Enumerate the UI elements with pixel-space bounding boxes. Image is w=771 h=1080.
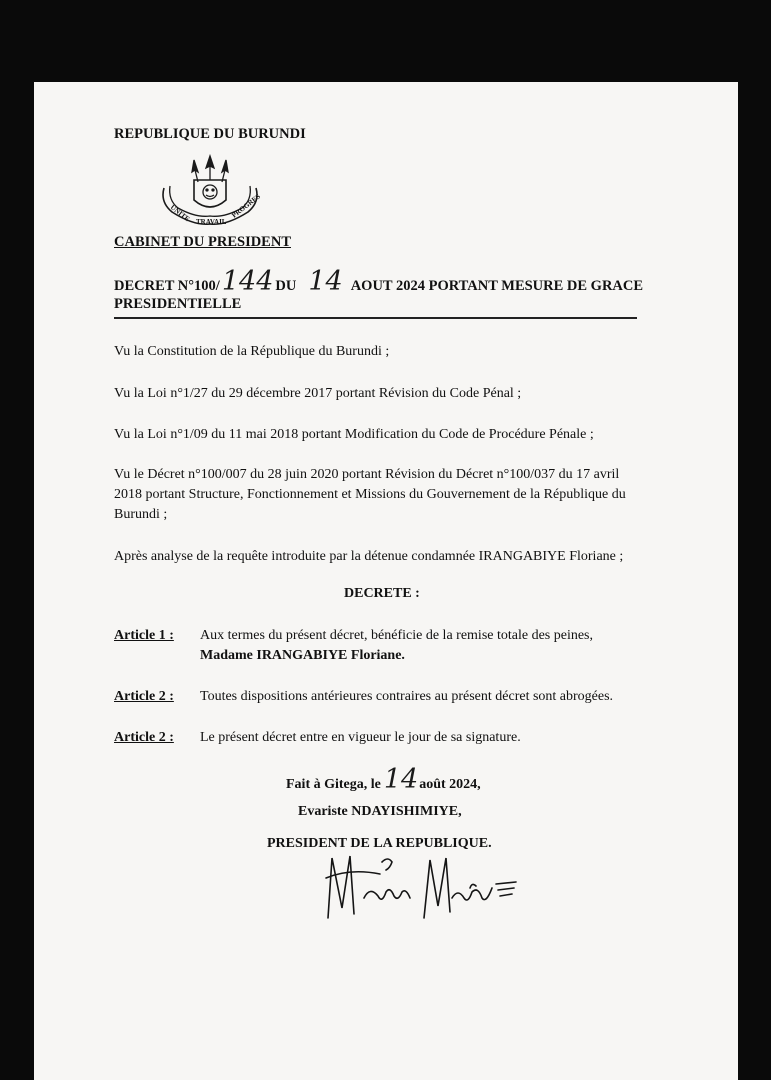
vu-constitution: Vu la Constitution de la République du Burundi ;: [114, 344, 390, 359]
vu-decret-line1: Vu le Décret n°100/007 du 28 juin 2020 portant Révision du Décret n°100/037 du 17 avril: [114, 467, 620, 482]
title-du: DU: [275, 278, 297, 294]
article-1-label: Article 1 :: [114, 628, 174, 643]
decree-title-line2: PRESIDENTIELLE: [114, 296, 242, 312]
president-signature: [320, 848, 520, 928]
vu-procedure-penale: Vu la Loi n°1/09 du 11 mai 2018 portant Modification du Code de Procédure Pénale ;: [114, 427, 594, 442]
article-2-text: Toutes dispositions antérieures contraires au présent décret sont abrogées.: [200, 689, 614, 704]
article-3-label: Article 2 :: [114, 730, 174, 745]
president-title: PRESIDENT DE LA REPUBLIQUE.: [267, 836, 492, 851]
article-3-text: Le présent décret entre en vigueur le jour de sa signature.: [200, 730, 521, 745]
motto-center: TRAVAIL: [196, 218, 227, 226]
apres-analyse: Après analyse de la requête introduite par la détenue condamnée IRANGABIYE Floriane ;: [114, 549, 624, 564]
title-rest: AOUT 2024 PORTANT MESURE DE GRACE: [350, 278, 644, 294]
article-2-label: Article 2 :: [114, 689, 174, 704]
vu-decret-line2: 2018 portant Structure, Fonctionnement et Missions du Gouvernement de la République du: [114, 487, 626, 502]
vu-code-penal: Vu la Loi n°1/27 du 29 décembre 2017 portant Révision du Code Pénal ;: [114, 386, 522, 401]
handwritten-decree-number: 144: [221, 266, 274, 297]
republic-heading: REPUBLIQUE DU BURUNDI: [114, 126, 306, 142]
fait-a-gitega: [286, 764, 481, 795]
decree-title: [114, 266, 644, 297]
cabinet-heading: CABINET DU PRESIDENT: [114, 234, 291, 250]
president-name: Evariste NDAYISHIMIYE,: [298, 804, 462, 819]
fait-suffix: août 2024,: [419, 777, 481, 792]
motto-left: UNITE: [168, 203, 192, 224]
decree-page: [34, 82, 738, 1080]
article-1-beneficiary: Madame IRANGABIYE Floriane.: [200, 648, 405, 663]
fait-prefix: Fait à Gitega, le: [286, 777, 381, 792]
motto-right: PROGRES: [230, 192, 262, 220]
article-1-text: Aux termes du présent décret, bénéficie de la remise totale des peines,: [200, 628, 594, 643]
vu-decret-line3: Burundi ;: [114, 507, 168, 522]
title-prefix: DECRET N°100/: [114, 278, 220, 294]
coat-of-arms-emblem: [154, 154, 266, 230]
handwritten-decree-day: 14: [308, 266, 343, 297]
decrete-heading: DECRETE :: [344, 586, 420, 601]
handwritten-signing-day: 14: [383, 764, 419, 795]
title-underline: [114, 317, 637, 319]
